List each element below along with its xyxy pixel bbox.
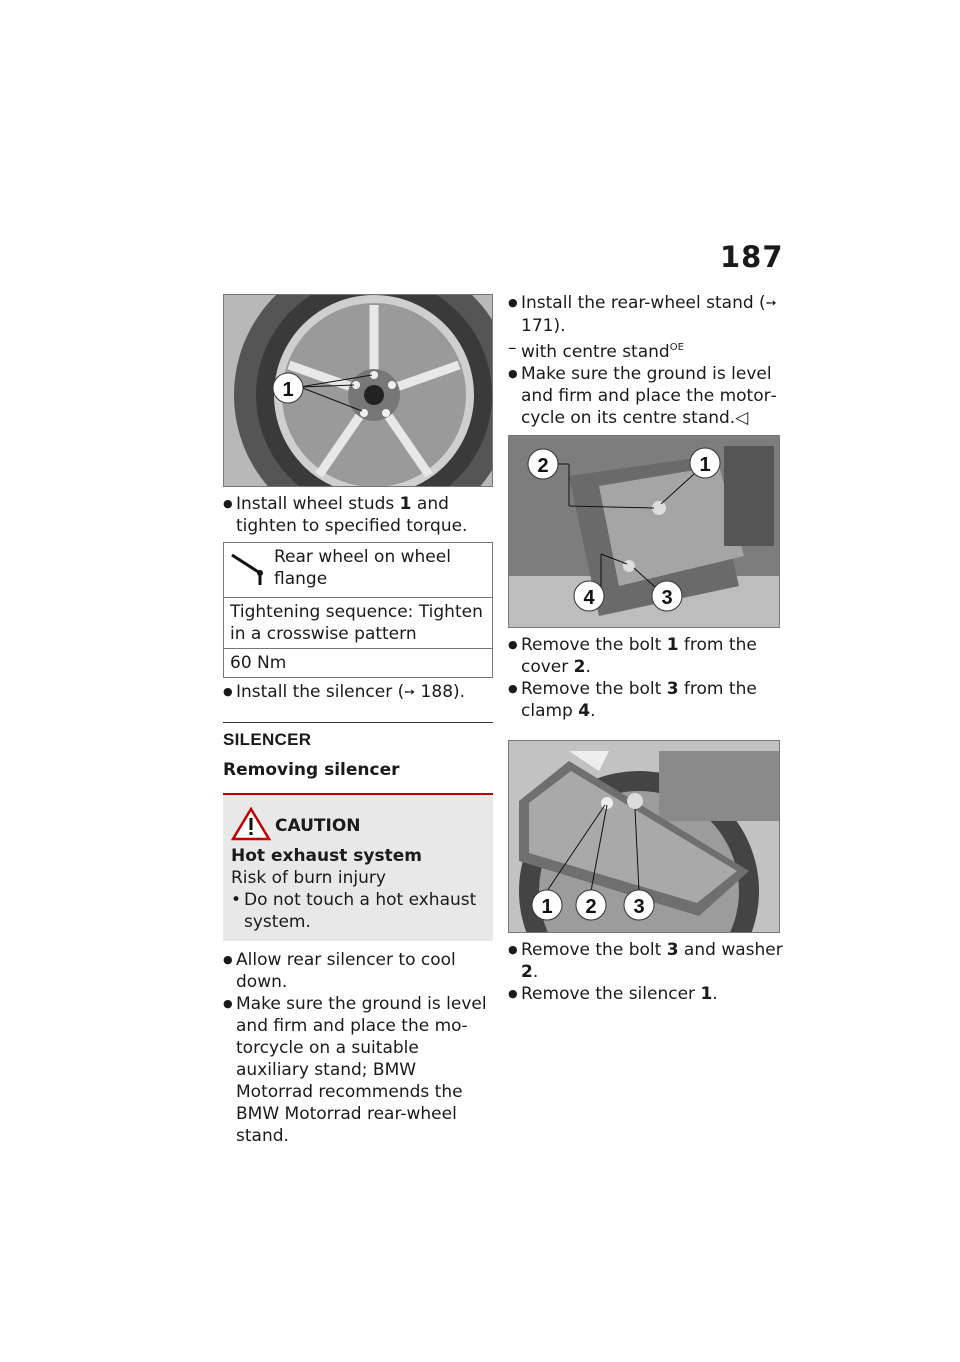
step-remove-silencer: ● Remove the silencer 1. bbox=[508, 983, 783, 1005]
rear-wheel-illustration bbox=[224, 295, 493, 487]
right-column bbox=[508, 292, 783, 1005]
silencer-cover-illustration bbox=[509, 436, 780, 628]
step-cool-down: ● Allow rear silencer to cool down. bbox=[223, 949, 493, 993]
step-centre-stand: ● Make sure the ground is level and firm and place the motorcycle on its centre stand.◁ bbox=[508, 363, 783, 429]
figure-callout-4: 4 bbox=[583, 587, 595, 609]
figure-callout-3: 3 bbox=[633, 896, 645, 918]
torque-wrench-icon bbox=[230, 551, 268, 587]
silencer-cover-figure bbox=[508, 435, 780, 628]
silencer-figure bbox=[508, 740, 780, 933]
caution-text: Risk of burn injury bbox=[231, 868, 386, 888]
caution-label: CAUTION bbox=[275, 816, 361, 836]
left-column bbox=[223, 294, 493, 1147]
step-remove-bolt-cover: ● Remove the bolt 1 from the cover 2. bbox=[508, 634, 783, 678]
step-auxiliary-stand: ● Make sure the ground is level and firm and place the motorcycle on a suitable auxiliary stand; BMW Motorrad recommends the BMW Motorrad rear-wheel stand. bbox=[223, 993, 493, 1147]
caution-bullet: • Do not touch a hot exhaust system. bbox=[231, 889, 485, 933]
spec-header bbox=[224, 543, 492, 597]
rear-wheel-figure bbox=[223, 294, 493, 487]
warning-triangle-icon bbox=[231, 807, 271, 841]
condition-centre-stand: – with centre stand$^{OE}$ bbox=[508, 337, 783, 363]
caution-box bbox=[223, 793, 493, 941]
step-install-silencer: ● Install the silencer (➙ 188). bbox=[223, 681, 493, 704]
section-title: SILENCER bbox=[223, 722, 493, 751]
step-install-wheel-studs: ● Install wheel studs 1 and tighten to specified torque. bbox=[223, 493, 493, 537]
spec-title: Rear wheel on wheel flange bbox=[274, 547, 451, 589]
figure-callout-1: 1 bbox=[541, 896, 553, 918]
figure-callout-3: 3 bbox=[661, 587, 673, 609]
end-of-condition-icon: ◁ bbox=[735, 408, 749, 428]
page-number: 187 bbox=[720, 240, 784, 274]
figure-callout-1: 1 bbox=[282, 379, 294, 401]
figure-callout-2: 2 bbox=[585, 896, 597, 918]
step-install-rear-wheel-stand: ● Install the rear-wheel stand (➙ 171). bbox=[508, 292, 783, 337]
figure-callout-2: 2 bbox=[537, 455, 549, 477]
step-remove-bolt-washer: ● Remove the bolt 3 and washer 2. bbox=[508, 939, 783, 983]
page-reference-arrow-icon: ➙ bbox=[404, 685, 416, 700]
sub-title: Removing silencer bbox=[223, 760, 400, 780]
torque-spec-table bbox=[223, 542, 493, 678]
spec-tightening-sequence: Tightening sequence: Tighten in a crosswise pattern bbox=[224, 597, 492, 648]
figure-callout-1: 1 bbox=[699, 454, 711, 476]
spec-torque-value: 60 Nm bbox=[224, 648, 492, 677]
silencer-illustration bbox=[509, 741, 780, 933]
page-reference-arrow-icon: ➙ bbox=[765, 296, 777, 311]
step-remove-bolt-clamp: ● Remove the bolt 3 from the clamp 4. bbox=[508, 678, 783, 722]
caution-title: Hot exhaust system bbox=[231, 846, 422, 866]
optional-equipment-mark: OE bbox=[669, 342, 684, 353]
